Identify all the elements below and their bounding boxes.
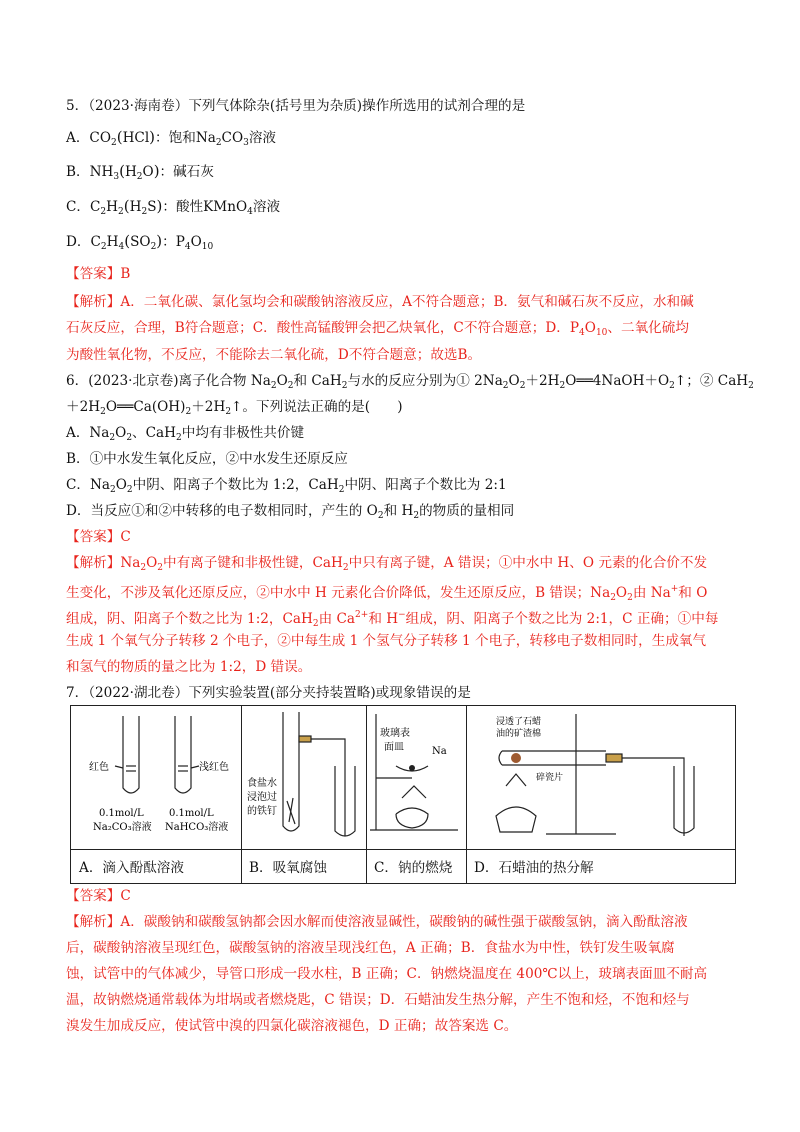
q5-explanation-2: 石灰反应，合理，B符合题意；C．酸性高锰酸钾会把乙炔氧化，C不符合题意；D．$P_4O_{10}$、二氧化硫均 (66, 320, 689, 338)
q7-explanation-1: 【解析】A．碳酸钠和碳酸氢钠都会因水解而使溶液显碱性，碳酸钠的碱性强于碳酸氢钠，滴入酚酞溶液 (66, 914, 688, 930)
sodium-combustion-figure (366, 706, 466, 849)
q7-title: 7．（2022·湖北卷）下列实验装置(部分夹持装置略)或现象错误的是 (66, 685, 471, 701)
test-tubes-figure (71, 706, 241, 849)
label-na2co3: Na₂CO₃溶液 (93, 822, 152, 833)
q7-cell-b (241, 706, 367, 883)
q5-option-d: D．$C_2H_4(SO_2)$：$P_4O_{10}$ (66, 232, 214, 252)
q5-explanation-3: 为酸性氧化物，不反应，不能除去二氧化硫，D不符合题意；故选B。 (66, 347, 482, 363)
q7-answer: 【答案】C (66, 888, 131, 904)
cracking-figure (466, 706, 735, 849)
q6-option-a: A．$Na_2O_2$、CaH$_2$中均有非极性共价键 (66, 425, 305, 443)
q6-option-d: D．当反应①和②中转移的电子数相同时，产生的 $O_2$和 $H_2$的物质的量相同 (66, 503, 515, 521)
label-nahco3: NaHCO₃溶液 (165, 822, 229, 833)
q7-explanation-2: 后，碳酸钠溶液呈现红色，碳酸氢钠的溶液呈现浅红色，A 正确；B．食盐水为中性，铁钉发生吸氧腐 (66, 940, 675, 956)
label-porcelain: 碎瓷片 (536, 773, 564, 783)
label-conc-1: 0.1mol/L (99, 808, 144, 819)
q7-cell-d (466, 706, 735, 883)
q7-cell-c (366, 706, 467, 883)
caption-d: D．石蜡油的热分解 (474, 860, 594, 876)
q6-answer: 【答案】C (66, 529, 131, 545)
label-mineral-wool: 油的矿渣棉 (496, 729, 542, 739)
q6-option-b: B．①中水发生氧化反应，②中水发生还原反应 (66, 451, 348, 467)
label-paraffin: 浸透了石蜡 (496, 717, 542, 727)
q6-explanation-4: 生成 1 个氧气分子转移 2 个电子，②中每生成 1 个氢气分子转移 1 个电子，转移电子数相同时，生成氧气 (66, 633, 707, 649)
q7-explanation-3: 蚀，试管中的气体减少，导管口形成一段水柱，B 正确；C．钠燃烧温度在 400℃以上，玻璃表面皿不耐高 (66, 966, 708, 982)
label-soaked: 浸泡过 (247, 792, 277, 803)
q5-answer: 【答案】B (66, 266, 131, 282)
label-saltwater: 食盐水 (247, 778, 277, 789)
q5-explanation-1: 【解析】A．二氧化碳、氯化氢均会和碳酸钠溶液反应，A不符合题意；B．氨气和碱石灰不反应，水和碱 (66, 294, 694, 310)
q5-title: 5．（2023·海南卷）下列气体除杂(括号里为杂质)操作所选用的试剂合理的是 (66, 98, 526, 114)
label-conc-2: 0.1mol/L (169, 808, 214, 819)
label-watch-glass: 玻璃表 (380, 728, 410, 739)
caption-a: A．滴入酚酞溶液 (79, 860, 184, 876)
caption-c: C．钠的燃烧 (374, 860, 453, 876)
q5-option-b: B．$NH_3(H_2O)$：碱石灰 (66, 162, 214, 182)
q6-title-2: $+2H_2O══Ca(OH)_2+2H_2↑$。下列说法正确的是( ) (66, 399, 403, 417)
q6-explanation-2: 生变化，不涉及氧化还原反应，②中水中 H 元素化合价降低，发生还原反应，B 错误；$Na_2O_2$由 Na+和 O (66, 584, 708, 603)
q7-explanation-4: 温，故钠燃烧通常载体为坩埚或者燃烧匙，C 错误；D．石蜡油发生热分解，产生不饱和烃，不饱和烃与 (66, 992, 690, 1008)
label-dish: 面皿 (384, 742, 404, 753)
q6-explanation-1: 【解析】$Na_2O_2$中有离子键和非极性键，CaH$_2$中只有离子键，A 错误；①中水中 H、O 元素的化合价不发 (66, 555, 708, 573)
q5-option-c: C．$C_2H_2(H_2S)$：酸性KMnO$_4$溶液 (66, 197, 281, 217)
label-pale-red: 浅红色 (199, 762, 229, 773)
label-iron-nail: 的铁钉 (247, 806, 277, 817)
q5-option-a: A．$CO_2(HCl)$：饱和$Na_2CO_3$溶液 (66, 128, 277, 148)
q7-explanation-5: 溴发生加成反应，使试管中溴的四氯化碳溶液褪色，D 正确；故答案选 C。 (66, 1018, 518, 1034)
q6-explanation-3: 组成，阴、阳离子个数之比为 1:2，CaH$_2$由 $Ca^{2+}$和 H−组成，阴、阳离子个数之比为 2:1，C 正确；①中每 (66, 610, 719, 629)
caption-b: B．吸氧腐蚀 (249, 860, 327, 876)
q6-explanation-5: 和氢气的物质的量之比为 1:2，D 错误。 (66, 659, 312, 675)
q7-apparatus-table (70, 705, 736, 884)
label-na: Na (432, 746, 447, 757)
label-red: 红色 (89, 762, 109, 773)
q6-title-1: 6．(2023·北京卷)离子化合物 $Na_2O_2$和 CaH$_2$与水的反应分别为① $2Na_2O_2+2H_2O══4NaOH+O_2↑$；② CaH$_2$ (66, 373, 754, 391)
q6-option-c: C．$Na_2O_2$中阴、阳离子个数比为 1:2，CaH$_2$中阴、阳离子个数比为 2:1 (66, 477, 507, 495)
corrosion-figure (241, 706, 366, 849)
q7-cell-a (71, 706, 242, 883)
